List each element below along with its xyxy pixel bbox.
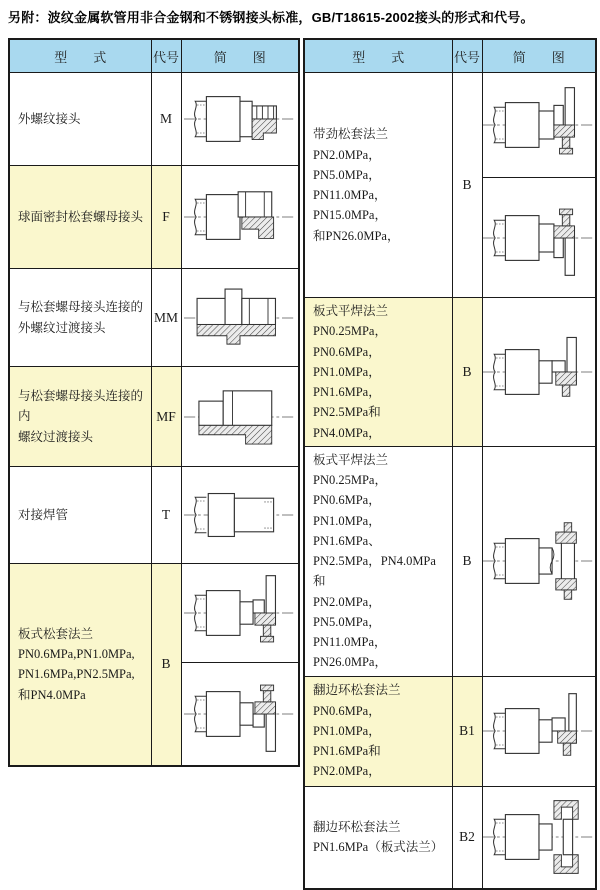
lapped-ring-flange-up-diagram <box>482 676 596 786</box>
fitting-type <box>9 467 151 564</box>
fitting-type-line: PN2.0MPa，PN5.0MPa， <box>313 147 381 182</box>
hub-loose-flange-down-drawing <box>483 195 595 281</box>
fitting-type <box>304 446 452 676</box>
fitting-type-line: PN1.6MPa和PN2.0MPa， <box>313 744 381 779</box>
column-header-code: 代号 <box>452 39 482 73</box>
fitting-type-line: 和PN26.0MPa， <box>313 228 400 243</box>
plate-loose-flange-down-drawing <box>184 671 296 757</box>
fitting-type <box>304 73 452 298</box>
female-transition-nipple-diagram <box>181 367 299 467</box>
fitting-type-line: 板式松套法兰 <box>18 626 94 641</box>
fittings-tables-wrap <box>8 38 597 890</box>
fitting-code: B2 <box>452 786 482 889</box>
hub-loose-flange-up-drawing <box>483 82 595 168</box>
fitting-code: M <box>151 73 181 166</box>
column-header-type: 型 式 <box>9 39 151 73</box>
butt-weld-pipe-diagram <box>181 467 299 564</box>
fitting-code: B <box>151 564 181 766</box>
fitting-type <box>9 269 151 367</box>
lapped-ring-flange-up-drawing <box>483 688 595 774</box>
fitting-type-line: 与松套螺母接头连接的内 <box>18 389 144 424</box>
fitting-code: B <box>452 446 482 676</box>
fitting-type-line: PN1.6MPa,PN2.5MPa, <box>18 667 135 682</box>
page-title: 另附：波纹金属软管用非合金钢和不锈钢接头标准，GB/T18615-2002接头的形式和代号。 <box>8 10 534 25</box>
fitting-type-line: PN1.0MPa，PN1.6MPa、 <box>313 513 381 548</box>
fitting-code: B <box>452 298 482 447</box>
fitting-type-line: PN2.5MPa，PN4.0MPa和 <box>313 554 436 589</box>
column-header-type: 型 式 <box>304 39 452 73</box>
column-header-code: 代号 <box>151 39 181 73</box>
male-transition-nipple-drawing <box>184 275 296 361</box>
fitting-type-line: PN1.6MPa（板式法兰） <box>313 840 444 855</box>
weld-plate-flange-sym-drawing <box>483 518 595 604</box>
male-thread-fitting-diagram <box>181 73 299 166</box>
fitting-type-line: PN0.6MPa,PN1.0MPa, <box>18 647 135 661</box>
fitting-type <box>9 166 151 269</box>
fitting-type <box>9 73 151 166</box>
fitting-code: MF <box>151 367 181 467</box>
fitting-type-line: PN2.0MPa，PN5.0MPa， <box>313 594 381 629</box>
fitting-type-line: PN0.25MPa，PN0.6MPa， <box>313 324 387 359</box>
weld-plate-flange-up-diagram <box>482 298 596 447</box>
fitting-type-line: 板式平焊法兰 <box>313 304 389 318</box>
fitting-type-line: 螺纹过渡接头 <box>18 429 94 444</box>
fitting-type-line: 翻边环松套法兰 <box>313 820 401 834</box>
female-transition-nipple-drawing <box>184 374 296 460</box>
fitting-type <box>9 564 151 766</box>
fitting-type-line: PN0.25MPa，PN0.6MPa， <box>313 473 387 508</box>
fitting-code: T <box>151 467 181 564</box>
fitting-type-line: PN0.6MPa，PN1.0MPa， <box>313 703 381 738</box>
fitting-code: B <box>452 73 482 298</box>
fitting-type-line: 板式平焊法兰 <box>313 452 389 467</box>
fitting-type-line: 外螺纹过渡接头 <box>18 320 106 335</box>
fitting-type <box>304 786 452 889</box>
fitting-type-line: PN11.0MPa，PN15.0MPa， <box>313 188 387 223</box>
fitting-type-line: 翻边环松套法兰 <box>313 683 401 698</box>
plate-loose-flange-up-drawing <box>184 570 296 656</box>
fitting-type <box>304 298 452 447</box>
fitting-code: F <box>151 166 181 269</box>
fitting-type <box>9 367 151 467</box>
lapped-ring-plate-flange-sym-diagram <box>482 786 596 889</box>
fitting-type-line: 对接焊管 <box>18 507 69 522</box>
fitting-type-line: PN1.0MPa，PN1.6MPa， <box>313 364 381 399</box>
hub-loose-flange-up-diagram <box>482 73 596 178</box>
spherical-swivel-nut-fitting-diagram <box>181 166 299 269</box>
plate-loose-flange-down-diagram <box>181 663 299 766</box>
weld-plate-flange-up-drawing <box>483 329 595 415</box>
hub-loose-flange-down-diagram <box>482 178 596 298</box>
fitting-type-line: 外螺纹接头 <box>18 111 81 126</box>
fittings-table-left <box>8 38 300 767</box>
fitting-type <box>304 676 452 786</box>
column-header-diagram: 简 图 <box>482 39 596 73</box>
fitting-type-line: 球面密封松套螺母接头 <box>18 209 144 224</box>
spherical-swivel-nut-fitting-drawing <box>184 174 296 260</box>
male-transition-nipple-diagram <box>181 269 299 367</box>
fitting-type-line: 与松套螺母接头连接的 <box>18 300 144 315</box>
fittings-table-right <box>303 38 597 890</box>
fitting-type-line: 和PN4.0MPa <box>18 687 86 702</box>
weld-plate-flange-sym-diagram <box>482 446 596 676</box>
fitting-code: MM <box>151 269 181 367</box>
plate-loose-flange-up-diagram <box>181 564 299 663</box>
fitting-type-line: PN2.5MPa和PN4.0MPa， <box>313 405 381 440</box>
lapped-ring-plate-flange-sym-drawing <box>483 794 595 880</box>
fitting-code: B1 <box>452 676 482 786</box>
male-thread-fitting-drawing <box>184 76 296 162</box>
butt-weld-pipe-drawing <box>184 472 296 558</box>
column-header-diagram: 简 图 <box>181 39 299 73</box>
fitting-type-line: 带劲松套法兰 <box>313 127 389 142</box>
fitting-type-line: PN11.0MPa，PN26.0MPa， <box>313 635 387 670</box>
